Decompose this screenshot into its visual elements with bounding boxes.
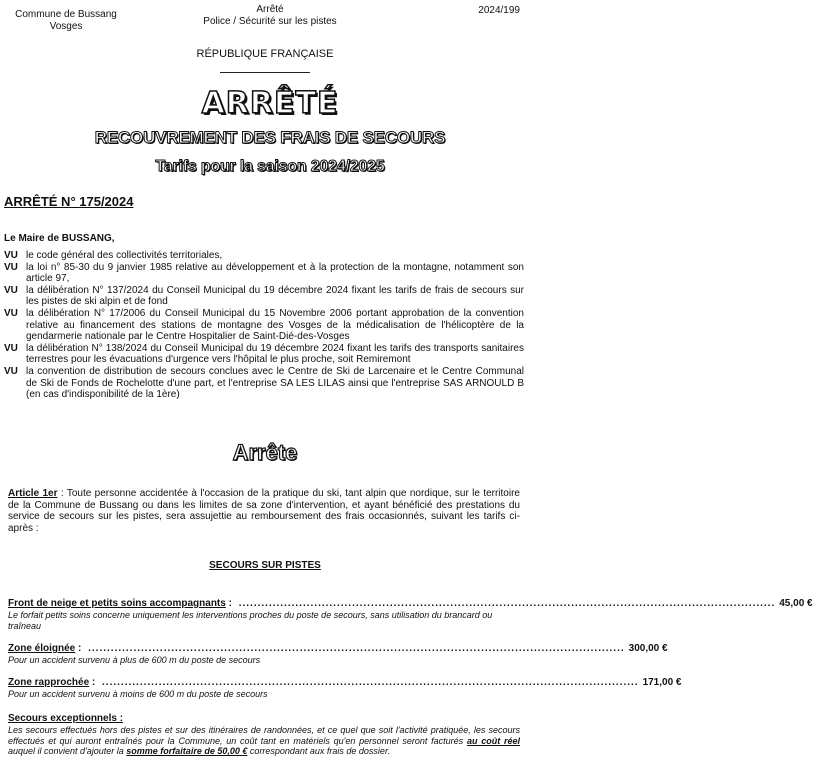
vu-text: la délibération N° 17/2006 du Conseil Municipal du 15 Novembre 2006 portant approbation de la convention relative au financement des stations de montagne des Vosges de la médicalisation de l'hélicoptère de la gendarmerie nationale par le Centre Hospitalier de Saint-Dié-des-Vosges (26, 307, 524, 343)
vu-tag: VU (4, 307, 18, 319)
tarif-separator: : (225, 598, 235, 609)
dot-leader: .............................................................................................................................................. (102, 677, 639, 688)
vu-item (4, 250, 524, 262)
tarif-description: Pour un accident survenu à moins de 600 m du poste de secours (8, 689, 268, 699)
tarif-label: Front de neige et petits soins accompagnants (8, 598, 226, 609)
subtitle: RECOUVREMENT DES FRAIS DE SECOURS (94, 128, 446, 147)
vu-tag: VU (4, 250, 18, 261)
tarif-price: 45,00 € (779, 598, 813, 609)
republique-francaise: RÉPUBLIQUE FRANÇAISE (196, 48, 334, 60)
season-title: Tarifs pour la saison 2024/2025 (155, 158, 385, 175)
tarif-price: 300,00 € (628, 643, 668, 654)
tarif-separator: : (89, 677, 99, 688)
document-type: Arrêté (256, 4, 284, 15)
main-title: ARRÊTÉ (201, 86, 339, 121)
exceptionnels-title: Secours exceptionnels : (8, 713, 124, 724)
exceptionnels-text: Les secours effectués hors des pistes et sur des itinéraires de randonnées, et ce quel que soit l'activité pratiquée, les secours effectués et qui auront entraînés pour la Commune, un coût tant en matériels qu'en personnel seront facturés (8, 725, 520, 746)
vu-item (4, 262, 524, 285)
arrete-heading: Arrête (232, 440, 298, 465)
secours-exceptionnels (8, 713, 520, 757)
vu-text: la délibération N° 138/2024 du Conseil Municipal du 19 décembre 2024 fixant les tarifs des transports sanitaires terrestres pour les évacuations d'urgence vers l'hôpital le plus proche, soit Remiremont (26, 342, 524, 366)
exceptionnels-description (8, 725, 520, 757)
article-1 (8, 488, 520, 534)
tarif-label: Zone éloignée (8, 643, 76, 654)
reference-number: 2024/199 (478, 5, 520, 16)
article-label: Article 1er (8, 488, 58, 499)
dot-leader: .............................................................................................................................................. (88, 643, 625, 654)
commune-block (6, 9, 126, 33)
tarif-item (8, 677, 682, 700)
article-text: : Toute personne accidentée à l'occasion de la pratique du ski, tant alpin que nordique, sur le territoire de la Commune de Bussang ou dans les limites de sa zone d'intervention, et ayant bénéficié des prestations du service de secours sur les pistes, sera assujettie au remboursement des frais occasionnés, suivant les tarifs ci-après : (8, 488, 520, 534)
dot-leader: .............................................................................................................................................. (238, 598, 776, 609)
vu-tag: VU (4, 261, 18, 273)
vu-tag: VU (4, 365, 18, 377)
tarif-description: Pour un accident survenu à plus de 600 m du poste de secours (8, 655, 261, 665)
cout-reel: au coût réel (466, 735, 520, 746)
vu-tag: VU (4, 284, 18, 296)
maire-line: Le Maire de BUSSANG, (4, 233, 115, 244)
vu-tag: VU (4, 342, 18, 354)
vu-item (4, 366, 524, 401)
tarif-description: Le forfait petits soins concerne uniquement les interventions proches du poste de secours, sans utilisation du brancard ou traîneau (8, 610, 493, 631)
vu-text: la convention de distribution de secours conclues avec le Centre de Ski de Larcenaire et le Centre Communal de Ski de Fonds de Rochelotte d'une part, et l'entreprise SA LES LILAS ainsi que l'entreprise SAS ARNOULD B (en cas d'indisponibilité de la 1ère) (26, 365, 524, 401)
tarif-label: Zone rapprochée (8, 677, 90, 688)
somme-forfaitaire: somme forfaitaire de 50,00 € (126, 746, 248, 756)
document-type-block (160, 4, 380, 28)
vu-list (4, 250, 524, 401)
vu-item (4, 308, 524, 343)
divider (220, 72, 310, 73)
exceptionnels-text: correspondant aux frais de dossier. (247, 746, 391, 756)
commune-name: Commune de Bussang (15, 9, 117, 20)
vu-text: la délibération N° 137/2024 du Conseil Municipal du 19 décembre 2024 fixant les tarifs de frais de secours sur les pistes de ski alpin et de fond (26, 284, 524, 308)
secours-title: SECOURS SUR PISTES (209, 560, 321, 571)
tarif-item (8, 598, 813, 631)
tarif-price: 171,00 € (642, 677, 682, 688)
commune-department: Vosges (49, 21, 83, 32)
vu-text: le code général des collectivités territoriales, (26, 250, 223, 261)
tarif-separator: : (75, 643, 85, 654)
arrete-number: ARRÊTÉ N° 175/2024 (4, 194, 134, 209)
vu-text: la loi n° 85-30 du 9 janvier 1985 relative au développement et à la protection de la montagne, notamment son article 97, (26, 261, 524, 285)
document-subject: Police / Sécurité sur les pistes (203, 16, 337, 27)
exceptionnels-text: auquel il convient d'ajouter la (8, 746, 127, 756)
vu-item (4, 285, 524, 308)
tarif-item (8, 643, 668, 666)
vu-item (4, 343, 524, 366)
